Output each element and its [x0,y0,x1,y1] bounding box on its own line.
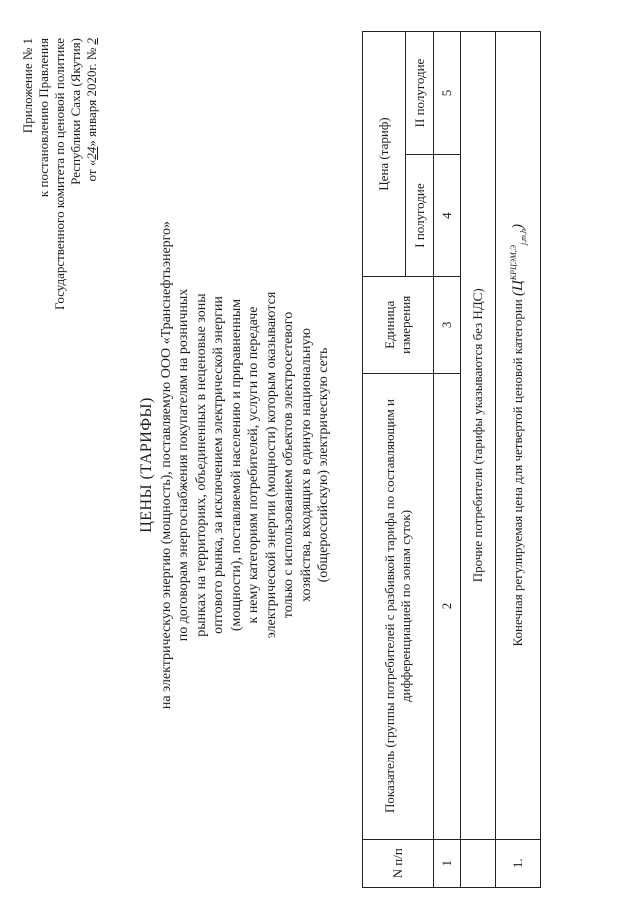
appendix-date [84,38,100,310]
title-line: электрической энергии (мощности) которым оказываются [263,291,279,639]
column-number-row [434,32,461,888]
row-label-cell [496,32,541,840]
row-label: Конечная регулируемая цена для четвертой ценовой категории [509,299,525,647]
appendix-line: Республики Саха (Якутия) [68,38,83,185]
title-line: (мощности), поставляемой населению и приравненным [228,298,244,632]
formula-superscript: КРЦЭМ,Э [508,245,518,281]
column-number: 1 [434,839,461,887]
formula-subscript: j,m,h [518,229,528,246]
header-half1: I полугодие [406,155,434,277]
column-number: 4 [434,155,461,277]
header-unit: Единица измерения [363,277,434,373]
document-title [138,145,333,785]
title-line: только с использованием объектов электросетевого [281,311,296,619]
header-indicator: Показатель (группы потребителей с разбивкой тарифа по составляющим и дифференциацией по зонам суток) [363,373,434,839]
title-line: (общероссийскую) электрическую сеть [316,347,331,583]
header-row [363,32,406,888]
appendix-block [20,38,100,310]
section-label: Прочие потребители (тарифы указываются без НДС) [461,32,496,840]
appendix-line: Государственного комитета по ценовой политике [52,38,67,310]
date-suffix: » января 2020г. № [84,47,99,147]
column-number: 5 [434,32,461,155]
tariff-table [362,31,541,888]
table-row [496,32,541,888]
decree-number: 2 [84,38,99,45]
date-day: 24 [84,146,99,160]
title-line: оптового рынка, за исключением электрической энергии [211,296,226,634]
header-price: Цена (тариф) [363,32,406,277]
title-line: к нему категориям потребителей, услуги по передаче [246,306,261,624]
date-prefix: от « [84,159,99,182]
column-number: 2 [434,373,461,839]
title-line: на электрическую энергию (мощность), поставляемую ООО «Транснефтьэнерго» [158,220,174,710]
section-row [461,32,496,888]
title-line: рынках на территориях, объединенных в неценовые зоны [193,293,209,637]
formula-base: Ц [509,280,526,292]
title-line: хозяйства, входящих в единую национальную [298,328,314,602]
row-num: 1. [496,839,541,887]
column-number: 3 [434,277,461,373]
section-num-cell [461,839,496,887]
title-heading: ЦЕНЫ (ТАРИФЫ) [138,397,155,533]
header-num: N п/п [363,839,434,887]
header-half2: II полугодие [406,32,434,155]
appendix-line: к постановлению Правления [36,38,51,198]
appendix-line: Приложение № 1 [20,38,35,134]
title-line: по договорам энергоснабжения покупателям на розничных [176,288,191,642]
price-formula: $(Ц^{КРЦЭМ,Э}_{j,m,h})$ [508,224,528,297]
